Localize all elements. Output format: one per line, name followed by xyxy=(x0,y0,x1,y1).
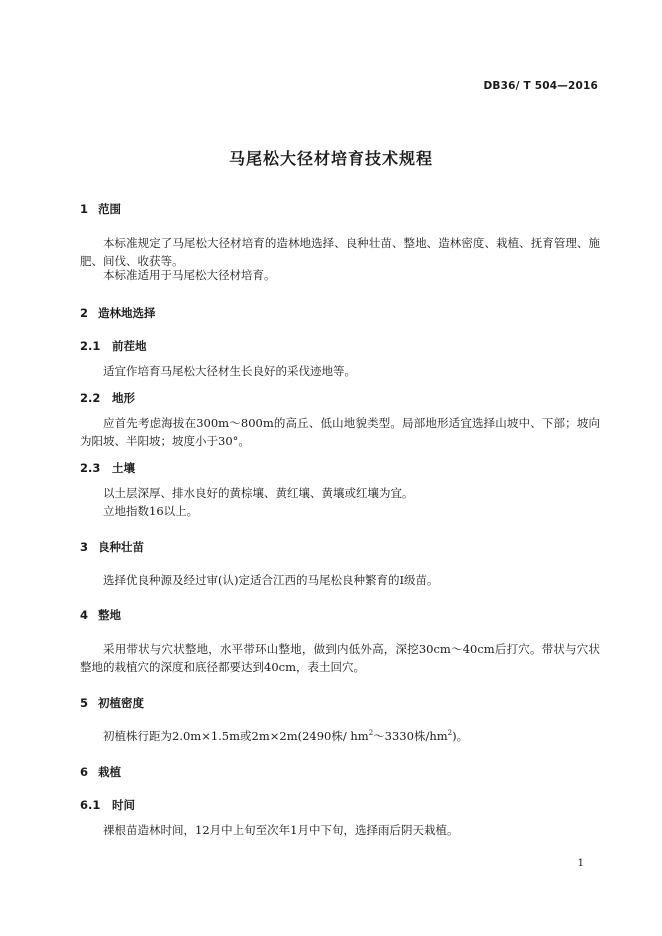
document-title: 马尾松大径材培育技术规程 xyxy=(228,149,433,168)
section-title: 土壤 xyxy=(112,461,135,475)
section-number: 3 xyxy=(80,540,89,554)
paragraph: 选择优良种源及经过审(认)定适合江西的马尾松良种繁育的Ⅰ级苗。 xyxy=(103,573,439,587)
text-run: ～3330株/hm xyxy=(373,729,448,743)
text-run: 初植株行距为2.0m×1.5m或2m×2m(2490株/ hm xyxy=(103,729,369,743)
paragraph: 裸根苗造林时间，12月中上旬至次年1月中下旬，选择雨后阴天栽植。 xyxy=(103,823,459,837)
paragraph-planting-density xyxy=(80,727,600,745)
section-number: 2.2 xyxy=(80,391,101,405)
paragraph: 本标准规定了马尾松大径材培育的造林地选择、良种壮苗、整地、造林密度、栽植、抚育管理、施肥、间伐、收获等。 xyxy=(80,236,600,268)
superscript: 2 xyxy=(447,729,453,738)
section-title: 地形 xyxy=(112,391,135,405)
paragraph: 立地指数16以上。 xyxy=(103,504,199,518)
section-title: 整地 xyxy=(98,608,121,622)
section-title: 时间 xyxy=(112,798,135,812)
section-number: 2.3 xyxy=(80,461,101,475)
paragraph: 本标准适用于马尾松大径材培育。 xyxy=(103,268,276,282)
section-title: 栽植 xyxy=(98,765,121,779)
section-title: 范围 xyxy=(98,202,121,216)
section-6-1-heading xyxy=(80,797,135,813)
section-5-heading xyxy=(80,695,144,711)
section-number: 2 xyxy=(80,306,89,320)
paragraph: 应首先考虑海拔在300m～800m的高丘、低山地貌类型。局部地形适宜选择山坡中、下部；坡向为阳坡、半阳坡；坡度小于30°。 xyxy=(80,416,600,448)
section-number: 6 xyxy=(80,765,89,779)
text-run: )。 xyxy=(452,729,469,743)
section-3-heading xyxy=(80,539,144,555)
section-6-heading xyxy=(80,764,121,780)
section-2-2-heading xyxy=(80,390,135,406)
section-2-1-heading xyxy=(80,338,147,354)
section-title: 初植密度 xyxy=(98,696,144,710)
section-number: 4 xyxy=(80,608,89,622)
section-number: 6.1 xyxy=(80,798,101,812)
paragraph: 适宜作培育马尾松大径材生长良好的采伐迹地等。 xyxy=(103,364,356,378)
section-title: 前茬地 xyxy=(112,339,147,353)
section-number: 1 xyxy=(80,202,89,216)
section-title: 造林地选择 xyxy=(98,306,156,320)
section-2-3-heading xyxy=(80,460,135,476)
page-number: 1 xyxy=(577,858,584,869)
section-title: 良种壮苗 xyxy=(98,540,144,554)
section-number: 2.1 xyxy=(80,339,101,353)
section-2-heading xyxy=(80,305,156,321)
section-1-heading xyxy=(80,201,121,217)
section-4-heading xyxy=(80,607,121,623)
section-number: 5 xyxy=(80,696,89,710)
superscript: 2 xyxy=(368,729,374,738)
standard-code: DB36/ T 504—2016 xyxy=(483,80,598,92)
paragraph: 采用带状与穴状整地，水平带环山整地，做到内低外高，深挖30cm～40cm后打穴。带状与穴状整地的栽植穴的深度和底径都要达到40cm，表土回穴。 xyxy=(80,642,600,674)
paragraph: 以土层深厚、排水良好的黄棕壤、黄红壤、黄壤或红壤为宜。 xyxy=(103,486,414,500)
